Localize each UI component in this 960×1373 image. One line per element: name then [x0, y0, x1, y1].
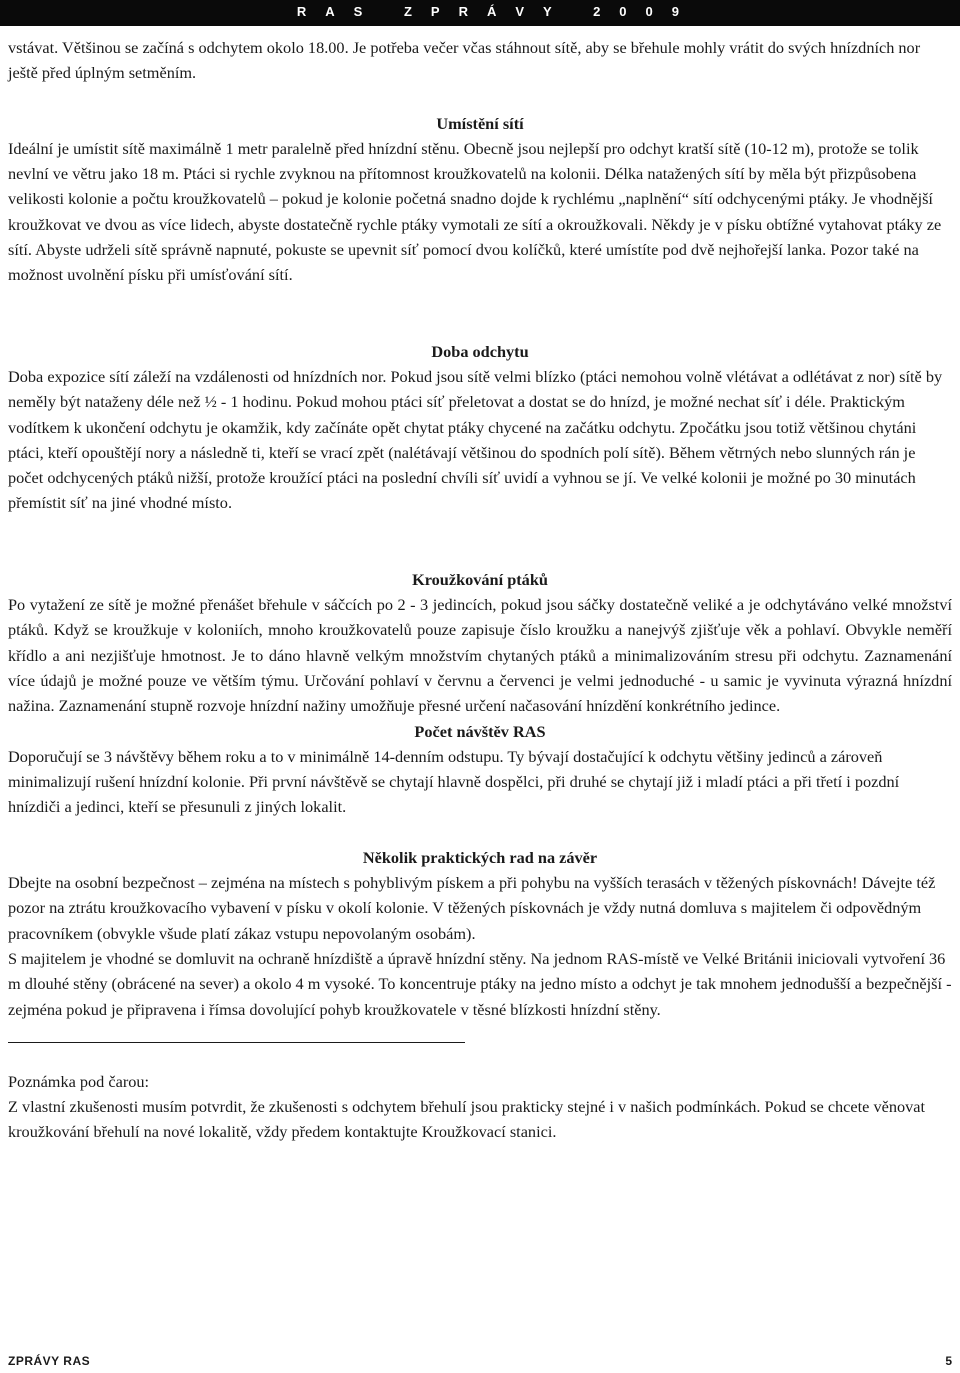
- section-heading-time: Doba odchytu: [431, 341, 529, 361]
- section-text-visits: Doporučují se 3 návštěvy během roku a to v minimálně 14-denním odstupu. Ty bývají dostačující k odchytu většiny jedinců a zároveň minimalizují rušení hnízdní kolonie. Při první návštěvě se chytají hlavně dospělci, při druhé se chytají již i mladí ptáci a při třetí i pozdní hnízdiči a jedinci, kteří se přesunuli z jiných lokalit.: [8, 746, 900, 817]
- footer-publication: ZPRÁVY RAS: [8, 1354, 91, 1368]
- footer-page-number: 5: [945, 1354, 952, 1368]
- footnote-label: Poznámka pod čarou:: [8, 1071, 150, 1091]
- section-text-nets: Ideální je umístit sítě maximálně 1 metr paralelně před hnízdní stěnu. Obecně jsou nejlepší pro odchyt kratší sítě (10-12 m), protože se tolik nevlní ve větru jako 18 m. Ptáci si rychle zvyknou na přítomnost kroužkovatelů na kolonii. Délka natažených sítí by měla být přizpůsobena velikosti kolonie a počtu kroužkovatelů – pokud je kolonie početná snadno dojde k rychlému „naplnění“ sítí odchycenými ptáky. Je vhodnější kroužkovat ve dvou as více lidech, abyste dostatečně rychle ptáky vymotali ze sítí a okroužkovali. Někdy je v písku obtížné vytahovat ptáky ze sítí. Abyste udrželi sítě správně napnuté, pokuste se upevnit síť pomocí dvou kolíčků, které umístíte pod dvě nejhořejší lanka. Pozor také na možnost uvolnění písku při umísťování sítí.: [8, 138, 942, 285]
- section-text-ringing: Po vytažení ze sítě je možné přenášet břehule v sáčcích po 2 - 3 jedincích, pokud jsou sáčky dostatečně veliké a je odchytáváno velké množství ptáků. Když se kroužkuje v koloniích, mnoho kroužkovatelů pouze zapisuje číslo kroužku a nanejvýš zjišťuje věk a pohlaví. Obvykle neměří křídlo a ani nezjišťuje hmotnost. Je to dáno hlavně velkým množstvím chytaných ptáků a minimalizováním stresu při odchytu. Zaznamenání více údajů je možné pouze ve větším týmu. Určování pohlaví v červnu a červenci je velmi jednoduché - u samic je vyvinuta výrazná hnízdní nažina. Zaznamenání stupně rozvoje hnízdní nažiny umožňuje přesné určení načasování hnízdění konkrétního jedince.: [8, 595, 952, 716]
- header-title: RAS ZPRÁVY 2009: [296, 4, 698, 19]
- section-heading-advice: Několik praktických rad na závěr: [362, 847, 598, 867]
- header-bar: [0, 0, 960, 26]
- section-heading-ringing: Kroužkování ptáků: [412, 569, 548, 589]
- section-heading-visits: Počet návštěv RAS: [414, 721, 546, 741]
- section-time: [8, 339, 952, 516]
- footnote-text: Z vlastní zkušenosti musím potvrdit, že zkušenosti s odchytem břehulí jsou prakticky stejné i v našich podmínkách. Pokud se chcete věnovat kroužkování břehulí na nové lokalitě, vždy předem kontaktujte Kroužkovací stanici.: [8, 1097, 925, 1142]
- footnote: [8, 1069, 952, 1145]
- section-nets: [8, 111, 952, 288]
- section-text-advice-1: Dbejte na osobní bezpečnost – zejména na místech s pohyblivým pískem a při pohybu na vyšších terasách v těžených pískovnách! Dávejte též pozor na ztrátu kroužkovacího vybavení v písku v okolí kolonie. V těžených pískovnách je vždy nutná domluva s majitelem či odpovědným pracovníkem (obvykle všude platí zákaz vstupu nepovolaným osobám).: [8, 873, 936, 943]
- section-visits: [8, 719, 952, 820]
- section-text-advice-2: S majitelem je vhodné se domluvit na ochraně hnízdiště a úpravě hnízdní stěny. Na jednom RAS-místě ve Velké Británii iniciovali vytvoření 36 m dlouhé stěny (obrácené na sever) a okolo 4 m vysoké. To koncentruje ptáky na jedno místo a odchyt je tak mnohem jednodušší a bezpečnější - zejména pokud je připravena i římsa dovolující pohyb kroužkovatele v těsné blízkosti hnízdní stěny.: [8, 948, 952, 1019]
- section-text-time: Doba expozice sítí záleží na vzdálenosti od hnízdních nor. Pokud jsou sítě velmi blízko (ptáci nemohou volně vlétávat a odlétávat z nor) sítě by neměly být nataženy déle než ½ - 1 hodinu. Pokud mohou ptáci síť přeletovat a dostat se do hnízd, je možné nechat síť i déle. Praktickým vodítkem k ukončení odchytu je okamžik, kdy začínáte opět chytat ptáky chycené na začátku odchytu. Zpočátku jsou totiž většinou chytáni ptáci, kteří opouštějí nory a následně ti, kteří se vrací zpět (nalétávají většinou do spodních polí sítě). Během větrných nebo slunných rán je počet odchycených ptáků nižší, protože kroužící ptáci na poslední chvíli síť uvidí a vyhnou se jí. Ve velké kolonii je možné po 30 minutách přemístit síť na jiné vhodné místo.: [8, 366, 943, 513]
- section-advice: [8, 845, 952, 1022]
- intro-paragraph: vstávat. Většinou se začíná s odchytem okolo 18.00. Je potřeba večer včas stáhnout sítě, aby se břehule mohly vrátit do svých hnízdních nor ještě před úplným setměním.: [8, 38, 921, 83]
- footnote-divider: [8, 1042, 465, 1043]
- section-heading-nets: Umístění sítí: [436, 113, 524, 133]
- article-body: [8, 35, 952, 1145]
- section-ringing: [8, 567, 952, 719]
